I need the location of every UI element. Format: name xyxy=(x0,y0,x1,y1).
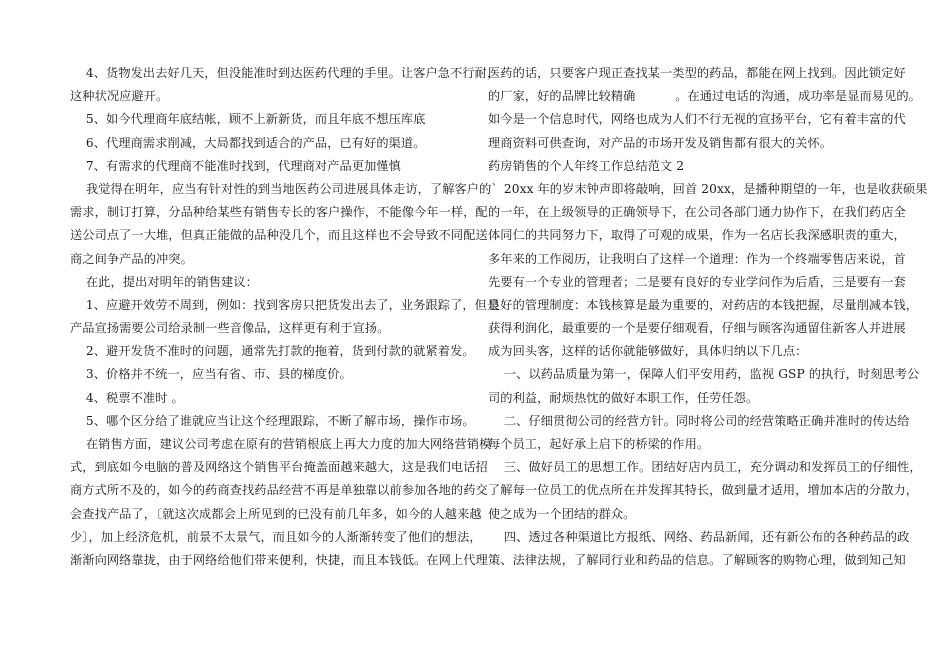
text-line: 商方式所不及的，如今的药商查找药品经营不再是单独靠以前参加各地的药交 xyxy=(70,483,488,498)
text-line: 了解每一位员工的优点所在并发挥其特长，做到量才适用，增加本店的分散力， xyxy=(488,483,919,498)
text-line: 这种状况应避开。 xyxy=(70,89,169,104)
text-line: 需求，制订打算，分品种给某些有销售专长的客户操作，不能像今年一样，配 xyxy=(70,205,488,220)
text-line: 医药的话，只要客户现正查找某一类型的药品，都能在网上找到。因此锁定好 xyxy=(488,66,906,80)
text-line: 成为回头客，这样的话你就能够做好，具体归纳以下几点： xyxy=(488,344,808,359)
text-line: 多年来的工作阅历，让我明白了这样一个道理：作为一个终端零售店来说，首 xyxy=(488,251,906,266)
text-line: 获得利润化，最重要的一个是要仔细观看，仔细与顾客沟通留住新客人并进展 xyxy=(488,321,906,336)
text-line: 1、应避开效劳不周到，例如：找到客房只把货发出去了，业务跟踪了，但是 xyxy=(70,297,500,312)
text-line: 4、货物发出去好几天，但没能准时到达医药代理的手里。让客户急不行耐， xyxy=(70,66,500,80)
text-line: 我觉得在明年，应当有针对性的到当地医药公司进展具体走访，了解客户的` xyxy=(70,181,498,196)
text-line: 会查找产品了，〔就这次成都会上所见到的已没有前几年多，如今的人越来越 xyxy=(70,506,482,521)
text-line: 5、如今代理商年底结帐，顾不上新新货，而且年底不想压库底 xyxy=(70,112,426,127)
text-line: 商之间争产品的冲突。 xyxy=(70,251,193,266)
text-line: 的一年，在上级领导的正确领导下，在公司各部门通力协作下，在我们药店全 xyxy=(488,205,906,220)
text-line: 5、哪个区分给了谁就应当让这个经理跟踪，不断了解市场，操作市场。 xyxy=(70,413,475,428)
left-text-column xyxy=(70,62,500,572)
text-line: 产品宣扬需要公司给录制一些音像品，这样更有利于宣扬。 xyxy=(70,321,390,336)
text-line: 2、避开发货不准时的问题，通常先打款的拖着，货到付款的就紧着发。 xyxy=(70,344,475,359)
text-line: 先要有一个专业的管理者；二是要有良好的专业学问作为后盾，三是要有一套 xyxy=(488,274,906,289)
text-line: 理商资料可供查询，对产品的市场开发及销售都有很大的关怀。 xyxy=(488,135,833,150)
text-line: 送公司点了一大堆，但真正能做的品种没几个，而且这样也不会导致不同配送 xyxy=(70,228,488,243)
text-line: 在此，提出对明年的销售建议： xyxy=(70,274,258,289)
text-line: 每个员工，起好承上启下的桥梁的作用。 xyxy=(488,437,710,451)
text-line: 式，到底如今电脑的普及网络这个销售平台掩盖面越来越大，这是我们电话招 xyxy=(70,460,488,475)
section-heading: 药房销售的个人年终工作总结范文 2 xyxy=(488,158,685,173)
right-text-column xyxy=(488,62,928,572)
text-line: 策、法律法规，了解同行业和药品的信息。了解顾客的购物心理，做到知己知 xyxy=(488,552,906,567)
text-line: 在销售方面，建议公司考虑在原有的营销根底上再大力度的加大网络营销模 xyxy=(70,437,492,451)
text-line: 如今是一个信息时代，网络也成为人们不行无视的宣扬平台，它有着丰富的代 xyxy=(488,112,906,127)
text-line: 6、代理商需求削减，大局都找到适合的产品，已有好的渠道。 xyxy=(70,135,426,150)
text-line: 一、以药品质量为第一，保障人们平安用药，监视 GSP 的执行，时刻思考公 xyxy=(488,367,920,382)
text-line: 良好的管理制度：本钱核算是最为重要的，对药店的本钱把握，尽量削减本钱， xyxy=(488,297,919,312)
text-line: 20xx 年的岁末钟声即将敲响，回首 20xx，是播种期望的一年，也是收获硕果 xyxy=(488,181,928,196)
text-line: 体同仁的共同努力下，取得了可观的成果，作为一名店长我深感职责的重大， xyxy=(488,228,906,243)
text-line: 3、价格并不统一，应当有省、市、县的梯度价。 xyxy=(70,367,352,382)
text-line: 二、仔细贯彻公司的经营方针。同时将公司的经营策略正确并准时的传达给 xyxy=(488,413,910,428)
text-line: 渐渐向网络靠拢，由于网络给他们带来便利，快捷，而且本钱低。在网上代理 xyxy=(70,552,488,567)
text-line: 司的利益，耐烦热忱的做好本职工作，任劳任怨。 xyxy=(488,390,759,405)
text-line: 三、做好员工的思想工作。团结好店内员工，充分调动和发挥员工的仔细性， xyxy=(488,460,922,475)
text-line: 的厂家，好的品牌比较精确 。在通过电话的沟通，成功率是显而易见的。 xyxy=(488,89,921,104)
text-line: 四、透过各种渠道比方报纸、网络、药品新闻，还有新公布的各种药品的政 xyxy=(488,529,910,544)
text-line: 7、有需求的代理商不能准时找到，代理商对产品更加慬慎 xyxy=(70,158,401,173)
text-line: 4、税票不准时 。 xyxy=(70,390,184,405)
text-line: 少〕，加上经济危机，前景不太景气，而且如今的人渐渐转变了他们的想法， xyxy=(70,529,482,544)
text-line: 使之成为一个团结的群众。 xyxy=(488,506,636,521)
